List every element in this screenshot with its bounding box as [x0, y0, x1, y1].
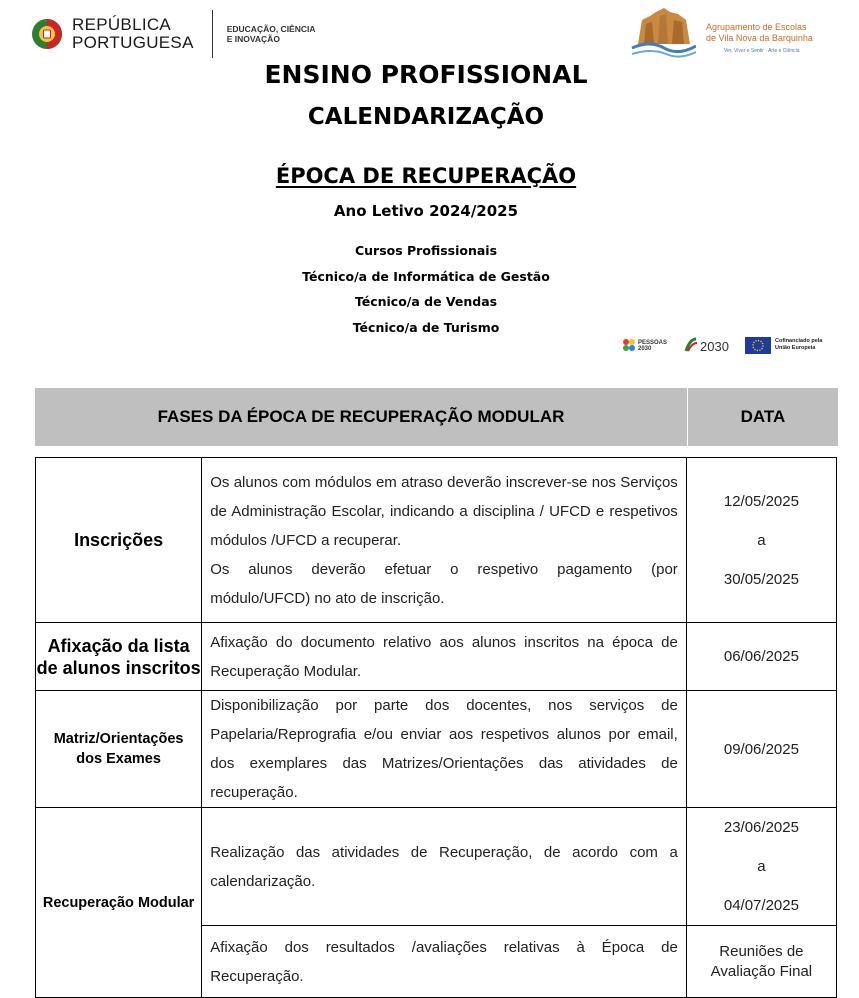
date-cell: 09/06/2025	[686, 691, 836, 808]
column-header-date: DATA	[740, 407, 786, 426]
description-cell: Afixação dos resultados /avaliações relativas à Época de Recuperação.	[202, 926, 687, 998]
republica-name: REPÚBLICA PORTUGUESA	[72, 15, 194, 52]
column-header-phases: FASES DA ÉPOCA DE RECUPERAÇÃO MODULAR	[35, 388, 688, 446]
phase-cell: Recuperação Modular	[36, 808, 202, 998]
description-cell: Os alunos com módulos em atraso deverão inscrever-se nos Serviços de Administração Escolar, indicando a disciplina / UFCD e respetivos módulos /UFCD a recuperar. Os alunos deverão efetuar o respetivo pagamento (por módulo/UFCD) no ato de inscrição.	[202, 458, 687, 623]
school-year: Ano Letivo 2024/2025	[333, 202, 519, 220]
government-logo	[30, 8, 316, 60]
date-cell: Reuniões de Avaliação Final	[686, 926, 836, 998]
schedule-table	[35, 457, 837, 998]
course-item: Técnico/a de Informática de Gestão	[302, 269, 550, 284]
table-row	[36, 623, 837, 691]
courses-heading: Cursos Profissionais	[354, 243, 498, 258]
school-emblem-icon	[630, 4, 696, 60]
eu-cofinancing-logo: Cofinanciado pela União Europeia	[745, 336, 830, 356]
description-cell: Realização das atividades de Recuperação, de acordo com a calendarização.	[202, 808, 687, 926]
ministry-name: EDUCAÇÃO, CIÊNCIA E INOVAÇÃO	[226, 24, 316, 44]
portugal-2030-logo: 2030	[684, 336, 732, 356]
phase-cell: Afixação da lista de alunos inscritos	[36, 623, 202, 691]
description-cell: Disponibilização por parte dos docentes, nos serviços de Papelaria/Reprografia e/ou enviar aos respetivos alunos por email, dos exemplares das Matrizes/Orientações das atividades de recuperação.	[202, 691, 687, 808]
table-row	[36, 458, 837, 623]
portugal-emblem-icon	[30, 17, 64, 51]
phase-cell: Matriz/Orientações dos Exames	[36, 691, 202, 808]
date-cell: 12/05/2025 a 30/05/2025	[686, 458, 836, 623]
table-row	[36, 691, 837, 808]
table-row	[36, 808, 837, 926]
phase-cell: Inscrições	[36, 458, 202, 623]
document-title: ENSINO PROFISSIONAL	[264, 60, 588, 89]
document-subtitle: CALENDARIZAÇÃO	[307, 104, 545, 130]
school-name: Agrupamento de Escolas de Vila Nova da Barquinha	[706, 22, 813, 43]
school-motto: Ver, Viver e Sentir · Arte e Ciência	[724, 48, 800, 54]
date-cell: 23/06/2025 a 04/07/2025	[686, 808, 836, 926]
eu-flag-icon	[745, 337, 771, 354]
period-title: ÉPOCA DE RECUPERAÇÃO	[275, 164, 577, 188]
pessoas-2030-logo: PESSOAS 2030	[622, 336, 672, 356]
table-header-bar	[35, 388, 838, 446]
school-logo	[630, 4, 830, 60]
description-cell: Afixação do documento relativo aos alunos inscritos na época de Recuperação Modular.	[202, 623, 687, 691]
pessoas-flower-icon	[622, 338, 636, 352]
logo-divider	[212, 10, 213, 58]
date-cell: 06/06/2025	[686, 623, 836, 691]
course-item: Técnico/a de Turismo	[352, 320, 500, 335]
pt2030-swoosh-icon	[684, 337, 698, 353]
course-item: Técnico/a de Vendas	[354, 294, 498, 309]
